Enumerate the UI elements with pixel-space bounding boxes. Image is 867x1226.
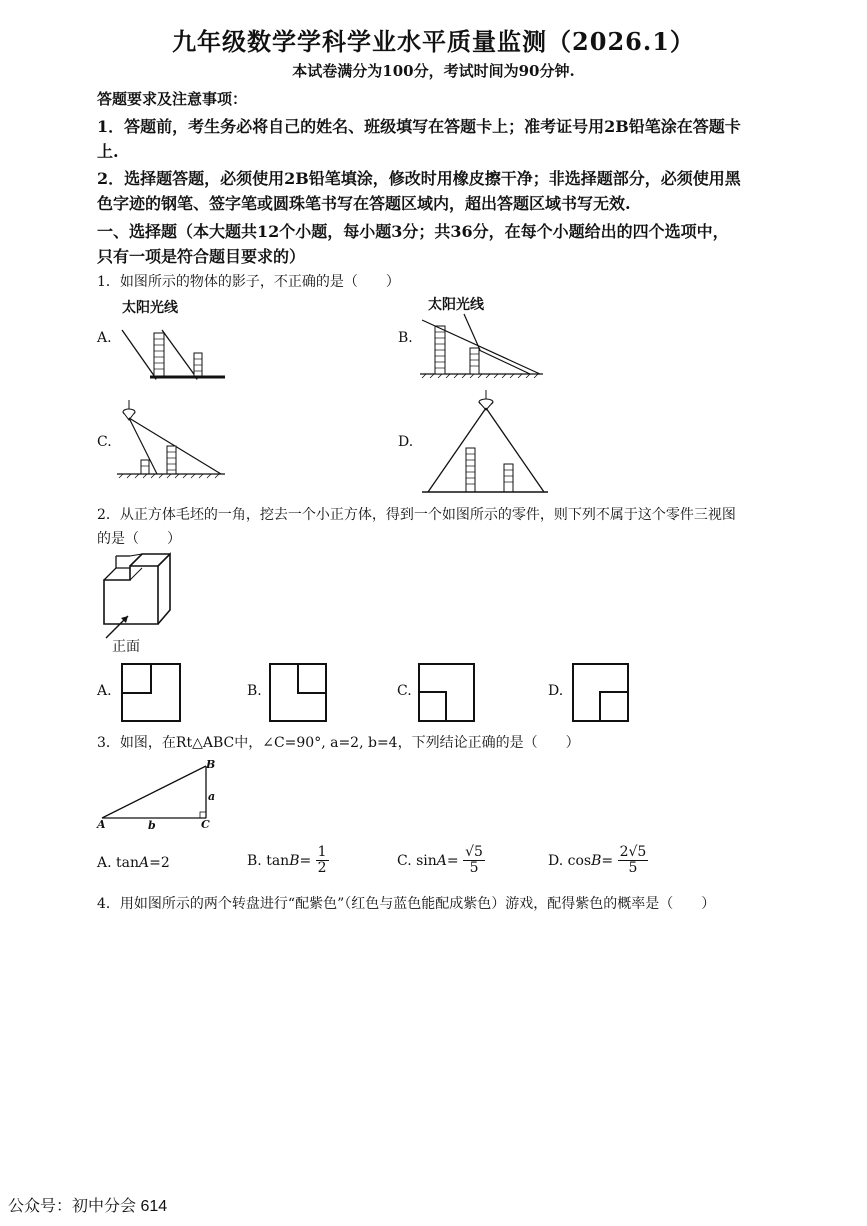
q3-option-b-fraction: $\frac{1}{2}$	[317, 844, 327, 877]
q4-stem: 4．用如图所示的两个转盘进行“配紫色”（红色与蓝色能配成紫色）游戏，配得紫色的概率是（ ）	[97, 896, 716, 912]
q2-option-d-label: D.	[548, 683, 564, 699]
q3-side-b: b	[148, 819, 156, 832]
page-subtitle: 本试卷满分为100分，考试时间为90分钟.	[292, 62, 575, 80]
q1-stem: 1．如图所示的物体的影子，不正确的是（ ）	[97, 274, 400, 290]
q3-stem: 3．如图，在Rt△ABC中，∠C=90°, a=2, b=4，下列结论正确的是（ ）	[97, 735, 580, 751]
q1-option-a-label: A.	[97, 330, 112, 346]
q1-figure-c	[115, 398, 235, 478]
q3-side-a: a	[208, 790, 216, 803]
q2-option-c-view	[418, 663, 476, 723]
notes-heading: 答题要求及注意事项：	[97, 90, 248, 108]
note-2-line-2: 色字迹的钢笔、签字笔或圆珠笔书写在答题区域内，超出答题区域书写无效.	[97, 194, 631, 213]
q1-figure-a	[110, 315, 240, 385]
q1-figure-d	[420, 388, 550, 496]
q3-vertex-b: B	[206, 758, 216, 771]
q1-b-sun-label: 太阳光线	[428, 296, 484, 312]
q3-vertex-a: A	[97, 818, 106, 831]
q1-figure-b	[418, 312, 558, 382]
page-title: 九年级数学学科学业水平质量监测（2026.1）	[172, 27, 695, 56]
section-heading-line-1: 一、选择题（本大题共12个小题，每小题3分；共36分，在每个小题给出的四个选项中，	[97, 222, 729, 241]
q1-option-c-label: C.	[97, 434, 112, 450]
q3-option-d-fraction: $\frac{2√5}{5}$	[619, 844, 647, 877]
section-heading-line-2: 只有一项是符合题目要求的）	[97, 247, 306, 266]
q2-option-b-label: B.	[247, 683, 262, 699]
q1-option-b-label: B.	[398, 330, 413, 346]
q2-stem-line-1: 2．从正方体毛坯的一角，挖去一个小正方体，得到一个如图所示的零件，则下列不属于这个零件三视图	[97, 507, 736, 523]
q2-option-d-view	[572, 663, 630, 723]
footer-text: 公众号：初中分会 614	[8, 1198, 168, 1215]
note-2-line-1: 2．选择题答题，必须使用2B铅笔填涂，修改时用橡皮擦干净；非选择题部分，必须使用黑	[97, 169, 741, 188]
q3-vertex-c: C	[201, 818, 210, 831]
q3-option-d: D. cosB= $\frac{2√5}{5}$	[548, 844, 647, 877]
q2-option-a-label: A.	[97, 683, 112, 699]
q1-a-sun-label: 太阳光线	[122, 299, 178, 315]
q3-option-a: A. tanA=2	[97, 855, 170, 871]
note-1-line-2: 上.	[97, 142, 119, 161]
q1-option-d-label: D.	[398, 434, 414, 450]
q3-option-b: B. tanB= $\frac{1}{2}$	[247, 844, 327, 877]
q2-front-label: 正面	[112, 639, 140, 655]
q2-option-c-label: C.	[397, 683, 412, 699]
q2-stem-line-2: 的是（ ）	[97, 531, 181, 547]
q3-option-c-fraction: $\frac{√5}{5}$	[465, 844, 483, 877]
q2-option-b-view	[269, 663, 329, 723]
q3-option-c: C. sinA= $\frac{√5}{5}$	[397, 844, 483, 877]
q2-option-a-view	[121, 663, 183, 723]
note-1-line-1: 1．答题前，考生务必将自己的姓名、班级填写在答题卡上；准考证号用2B铅笔涂在答题卡	[97, 117, 741, 136]
